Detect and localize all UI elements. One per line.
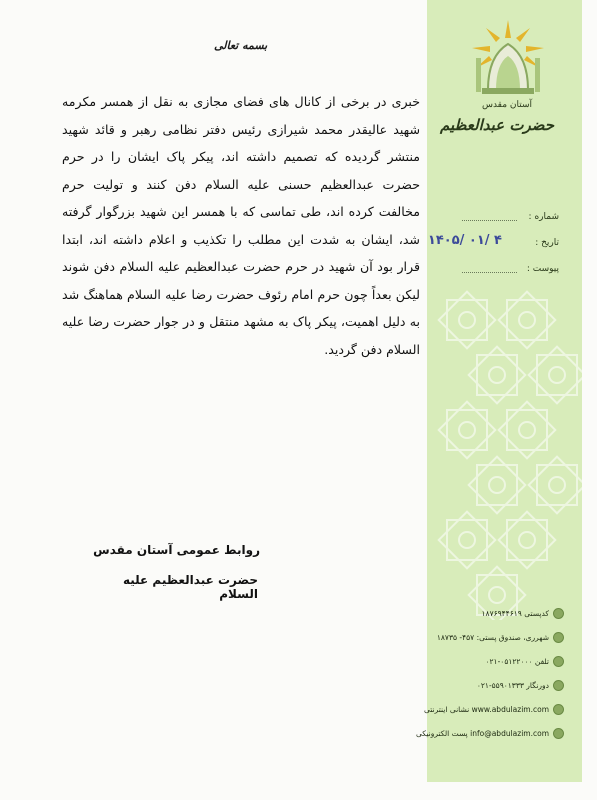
- date-field: [517, 238, 559, 248]
- signature-line1: روابط عمومی آستان مقدس: [93, 543, 260, 557]
- arabesque-pattern: [427, 290, 582, 620]
- number-field: [462, 212, 559, 222]
- org-name-line1: آستان مقدس: [481, 100, 533, 110]
- postcode-icon: [553, 608, 564, 619]
- basmala-heading: بسمه تعالی: [214, 39, 268, 52]
- org-name-line2: حضرت عبدالعظیم: [439, 116, 555, 134]
- email-icon: [553, 728, 564, 739]
- web-icon: [553, 704, 564, 715]
- shrine-logo-icon: [468, 18, 548, 98]
- contact-mailbox: شهرری، صندوق پستی: ۴۵۷- ۱۸۷۳۵: [437, 632, 564, 643]
- attachment-field: [462, 264, 559, 274]
- contact-phone: تلفن ۰۵۱۲۲۰۰۰-۰۲۱: [485, 656, 564, 667]
- contact-fax: دورنگار ۵۵۹۰۱۳۳۳-۰۲۱: [477, 680, 564, 691]
- letter-body-text: خبری در برخی از کانال های فضای مجازی به نقل از همسر مکرمه شهید عالیقدر محمد شیرازی رئیس دفتر نظامی رهبر و قائد شهید منتشر گردیده که تصمیم داشته اند، پیکر پاک ایشان را در حرم حضرت عبدالعظیم حسنی علیه السلام دفن کنند و تولیت حرم مخالفت کرده اند، طی تماسی که با همسر این شهید بزرگوار گرفته شد، ایشان به شدت این مطلب را تکذیب و اعلام داشته اند، ابتدا قرار بود آن شهید در حرم حضرت عبدالعظیم علیه السلام دفن شوند لیکن بعداً چون حرم امام رئوف حضرت رضا علیه السلام هماهنگ شد به دلیل اهمیت، پیکر پاک به مشهد منتقل و در جوار حضرت رضا علیه السلام دفن گردید.: [62, 94, 420, 357]
- attachment-label: پیوست :: [526, 264, 559, 274]
- signature-line2: حضرت عبدالعظیم علیه السلام: [122, 573, 258, 601]
- contact-email: پست الکترونیکی info@abdulazim.com: [416, 728, 564, 739]
- contact-postcode: کدپستی ۱۸۷۶۹۴۴۶۱۹: [482, 608, 564, 619]
- date-value: ۱۴۰۵/ ۰۱/ ۴: [427, 233, 502, 248]
- fax-icon: [553, 680, 564, 691]
- mailbox-icon: [553, 632, 564, 643]
- date-label: تاریخ :: [535, 238, 559, 248]
- letter-body: [62, 88, 420, 363]
- number-label: شماره :: [528, 212, 559, 222]
- contact-website: نشانی اینترنتی www.abdulazim.com: [424, 704, 564, 715]
- phone-icon: [553, 656, 564, 667]
